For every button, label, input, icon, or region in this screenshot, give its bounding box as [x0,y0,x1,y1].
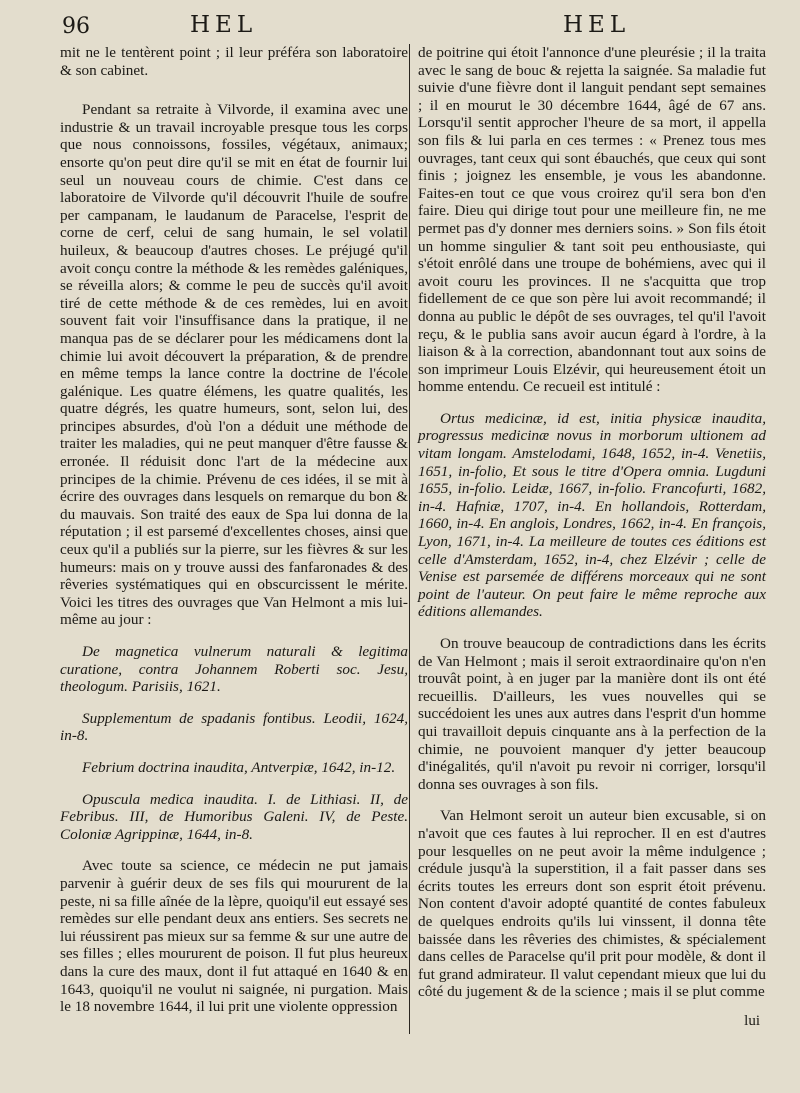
column-divider [409,44,410,1034]
paragraph: On trouve beaucoup de contradictions dans les écrits de Van Helmont ; mais il seroit extraordinaire qu'on n'en trouvât point, à en juger par la manière dont ils ont été recueillis. D'ailleurs, les vues nouvelles qui se succédoient les unes aux autres dans l'esprit d'un homme qui travailloit depuis cinquante ans à la perfection de la chimie, ne pouvoient manquer d'y jetter beaucoup d'inégalités, qu'il n'avoit pu revoir ni corriger, lorsqu'il donna ses ouvrages à son fils. [418,635,766,793]
work-title: Febrium doctrina inaudita, Antverpiæ, 1642, in-12. [82,758,396,776]
page-header [0,6,800,40]
page-number: 96 [62,14,90,39]
work-title: Supplementum de spadanis fontibus. Leodii, 1624, in-8. [60,709,408,745]
catchword: lui [744,1013,760,1029]
works-list [60,643,408,843]
work-title: De magnetica vulnerum naturali & legitima curatione, contra Johannem Roberti soc. Jesu, theologum. Parisiis, 1621. [60,643,408,696]
left-column [60,44,408,1016]
work-title: Opuscula medica inaudita. I. de Lithiasi. II, de Febribus. III, de Humoribus Galeni. IV, de Peste. Coloniæ Agrippinæ, 1644, in-8. [60,790,408,843]
paragraph-continuation: de poitrine qui étoit l'annonce d'une pleurésie ; il la traita avec le sang de bouc & rejetta la saignée. Sa maladie fut suivie d'une fièvre dont il languit pendant sept semaines ; il en mourut le 30 décembre 1644, âgé de 67 ans. Lorsqu'il sentit approcher l'heure de sa mort, il appella son fils & lui parla en ces termes : « Prenez tous mes ouvrages, tant ceux qui sont ébauchés, que ceux qui sont finis ; joignez les ensemble, je vous les abandonne. Faites-en tout ce que vous croirez qu'il sera bon d'en faire. Dieu qui dirige tout pour une meilleure fin, ne me permet pas d'y donner mes derniers soins. » Son fils étoit un homme singulier & tant soit peu enthousiaste, qui s'étoit enrôlé dans une troupe de bohémiens, avec qui il avoit couru les provinces. Il ne s'acquitta que trop fidellement de ce que son père lui avoit recommandé; il donna au public le dépôt de ses ouvrages, tel qu'il l'avoit reçu, & le publia sans avoir aucun égard à l'ordre, à la liaison & à la correction, abandonnant tout aux soins de son imprimeur Louis Elzévir, qui heureusement étoit un homme entendu. Ce recueil est intitulé : [418,44,766,396]
paragraph: Pendant sa retraite à Vilvorde, il examina avec une industrie & un travail incroyable presque tous les corps que nous connoissons, fossiles, végétaux, animaux; ensorte qu'on peut dire qu'il se mit en état de fournir lui seul un nouveau cours de chimie. C'est dans ce laboratoire de Vilvorde qu'il découvrit l'huile de soufre per campanam, le laudanum de Paracelse, l'esprit de corne de cerf, celui de sang humain, le sel volatil huileux, & beaucoup d'autres choses. Le préjugé qu'il avoit conçu contre la méthode & les remèdes galéniques, se réveilla alors; & comme le peu de succès qu'il avoit tiré de cette méthode & de ces remèdes, lui en avoit souvent fait voir l'insuffisance dans la pratique, il ne manqua pas de se déclarer pour les médicamens dont la chimie lui avoit découvert la préparation, & de prendre en même temps la lance contre la doctrine de l'école galénique. Les quatre élémens, les quatre qualités, les quatre dégrés, les quatre humeurs, sont, selon lui, des principes absurdes, d'où l'on a déduit une méthode de traiter les maladies, qui ne peut manquer d'être fausse & erronée. Il réduisit donc l'art de la médecine aux principes de la chimie. Prévenu de ces idées, il se mit à écrire des ouvrages dans lesquels on remarque du bon & du mauvais. Son traité des eaux de Spa lui donna de la réputation ; il est parsemé d'excellentes choses, ainsi que ceux qu'il a publiés sur la pierre, sur les fièvres & sur les humeurs: mais on y trouve aussi des fanfaronades & des rêveries systématiques qui en obscurcissent le mérite. Voici les titres des ouvrages que Van Helmont a mis lui-même au jour : [60,101,408,629]
right-column [418,44,766,1001]
paragraph-continuation: mit ne le tentèrent point ; il leur préféra son laboratoire & son cabinet. [60,44,408,79]
paragraph: Van Helmont seroit un auteur bien excusable, si on n'avoit que ces fautes à lui reprocher. Il en est d'autres pour lesquelles on ne peut avoir la même indulgence ; crédule jusqu'à la superstition, il a fait passer dans ses écrits toutes les erreurs dont son esprit étoit prévenu. Non content d'avoir adopté quantité de contes fabuleux de quelques endroits qu'ils lui vinssent, il donna tête baissée dans les rêveries des chimistes, & spécialement dans celles de Paracelse qu'il prit pour modèle, & dont il fut grand admirateur. Il valut cependant mieux que lui du côté du jugement & de la science ; mais il se plut comme [418,807,766,1001]
works-list [418,410,766,621]
running-head-right: HEL [563,12,631,38]
work-title: Ortus medicinæ, id est, initia physicæ inaudita, progressus medicinæ novus in morborum ultionem ad vitam longam. Amstelodami, 1648, 1652, in-4. Venetiis, 1651, in-folio, Et sous le titre d'Opera omnia. Lugduni 1655, in-folio. Leidæ, 1667, in-folio. Francofurti, 1682, in-4. Hafniæ, 1707, in-4. En hollandois, Rotterdam, 1660, in-4. En anglois, Londres, 1662, in-4. En françois, Lyon, 1671, in-4. La meilleure de toutes ces éditions est celle d'Amsterdam, 1652, in-4, chez Elzévir ; celle de Venise est parsemée de différens morceaux qui ne sont point de l'auteur. On peut faire le même reproche aux éditions allemandes. [418,409,766,621]
paragraph: Avec toute sa science, ce médecin ne put jamais parvenir à guérir deux de ses fils qui moururent de la peste, ni sa fille aînée de la lèpre, quoiqu'il eut essayé ses remèdes sur elle pendant deux ans entiers. Ses secrets ne lui réussirent pas mieux sur sa femme & sur une autre de ses filles ; elles moururent de poison. Il fut plus heureux dans la cure des maux, dont il fut attaqué en 1640 & en 1643, quoiqu'il ne voulut ni saignée, ni purgation. Mais le 18 novembre 1644, il lui prit une violente oppression [60,857,408,1016]
running-head-left: HEL [190,12,258,38]
